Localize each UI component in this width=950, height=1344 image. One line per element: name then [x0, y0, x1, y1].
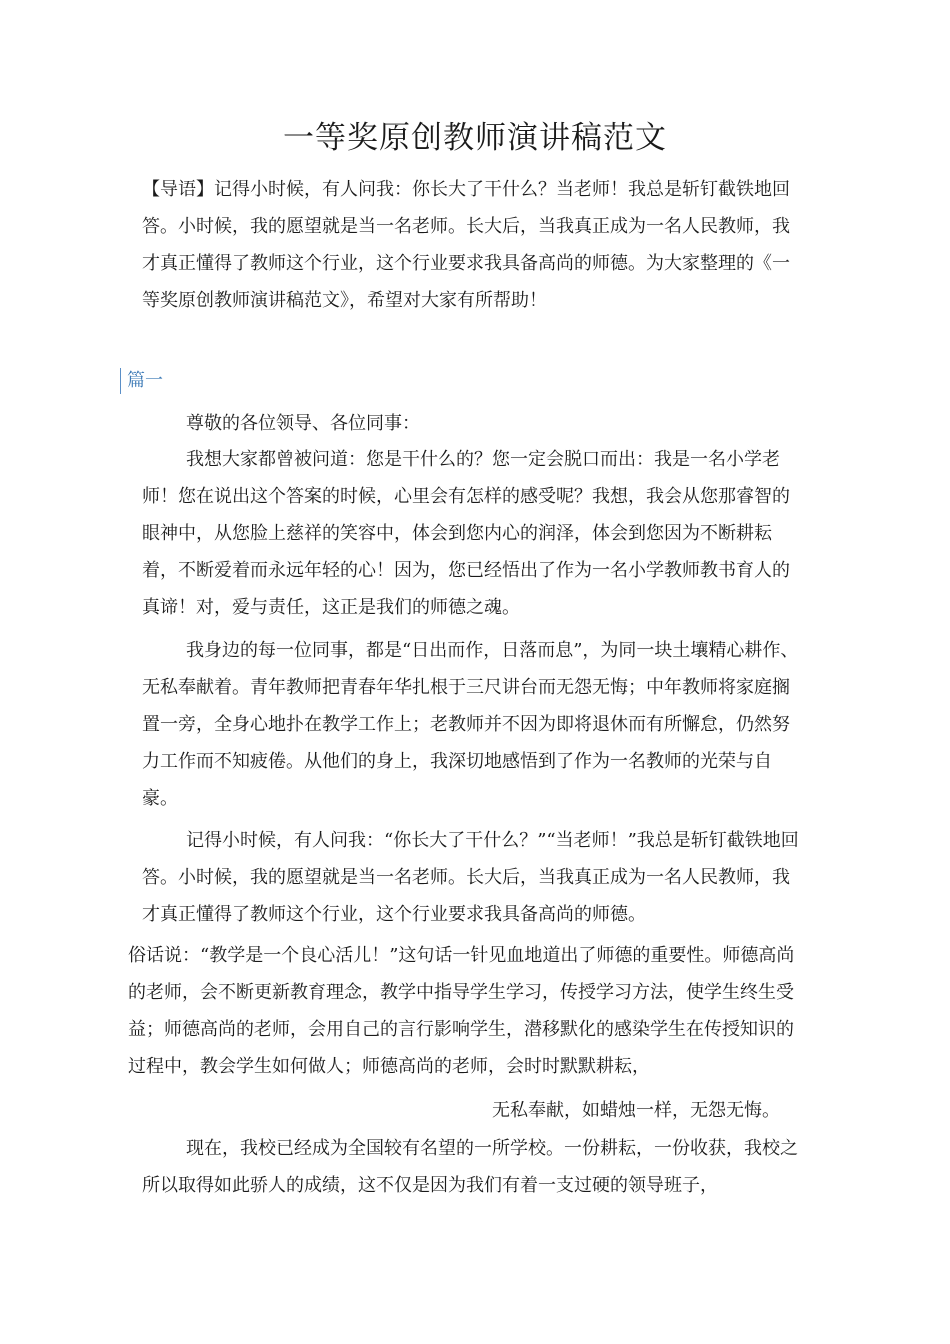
- document-title: 一等奖原创教师演讲稿范文: [283, 120, 667, 156]
- body-paragraph-5-text: 现在，我校已经成为全国较有名望的一所学校。一份耕耘，一份收获，我校之所以取得如此骄人的成绩，这不仅是因为我们有着一支过硬的领导班子，: [142, 1138, 798, 1196]
- body-paragraph-3: [142, 822, 802, 933]
- body-paragraph-5: [142, 1130, 802, 1204]
- body-paragraph-2-text: 我身边的每一位同事，都是“日出而作，日落而息”，为同一块土壤精心耕作、无私奉献着。青年教师把青春年华扎根于三尺讲台而无怨无悔；中年教师将家庭搁置一旁，全身心地扑在教学工作上；老教师并不因为即将退休而有所懈怠，仍然努力工作而不知疲倦。从他们的身上，我深切地感悟到了作为一名教师的光荣与自豪。: [142, 640, 799, 809]
- body-paragraph-1-text: 我想大家都曾被问道：您是干什么的？您一定会脱口而出：我是一名小学老师！您在说出这个答案的时候，心里会有怎样的感受呢？我想，我会从您那睿智的眼神中，从您脸上慈祥的笑容中，体会到您内心的润泽，体会到您因为不断耕耘着，不断爱着而永远年轻的心！因为，您已经悟出了作为一名小学教师教书育人的真谛！对，爱与责任，这正是我们的师德之魂。: [142, 449, 790, 618]
- intro-paragraph: 【导语】记得小时候，有人问我：你长大了干什么？当老师！我总是斩钉截铁地回答。小时候，我的愿望就是当一名老师。长大后，当我真正成为一名人民教师，我才真正懂得了教师这个行业，这个行业要求我具备高尚的师德。为大家整理的《一等奖原创教师演讲稿范文》，希望对大家有所帮助！: [142, 179, 790, 311]
- body-paragraph-3-text: 记得小时候，有人问我：“你长大了干什么？”“当老师！”我总是斩钉截铁地回答。小时候，我的愿望就是当一名老师。长大后，当我真正成为一名人民教师，我才真正懂得了教师这个行业，这个行业要求我具备高尚的师德。: [142, 830, 799, 925]
- body-paragraph-1: [142, 441, 802, 626]
- body-paragraph-4-end: 无私奉献，如蜡烛一样，无怨无悔。: [492, 1100, 780, 1121]
- body-paragraph-4: 俗话说：“教学是一个良心活儿！”这句话一针见血地道出了师德的重要性。师德高尚的老师，会不断更新教育理念，教学中指导学生学习，传授学习方法，使学生终生受益；师德高尚的老师，会用自己的言行影响学生，潜移默化的感染学生在传授知识的过程中，教会学生如何做人；师德高尚的老师，会时时默默耕耘，: [128, 945, 795, 1077]
- body-paragraph-2: [142, 632, 802, 817]
- greeting-line: 尊敬的各位领导、各位同事：: [186, 413, 420, 434]
- section-heading: 篇一: [120, 368, 163, 394]
